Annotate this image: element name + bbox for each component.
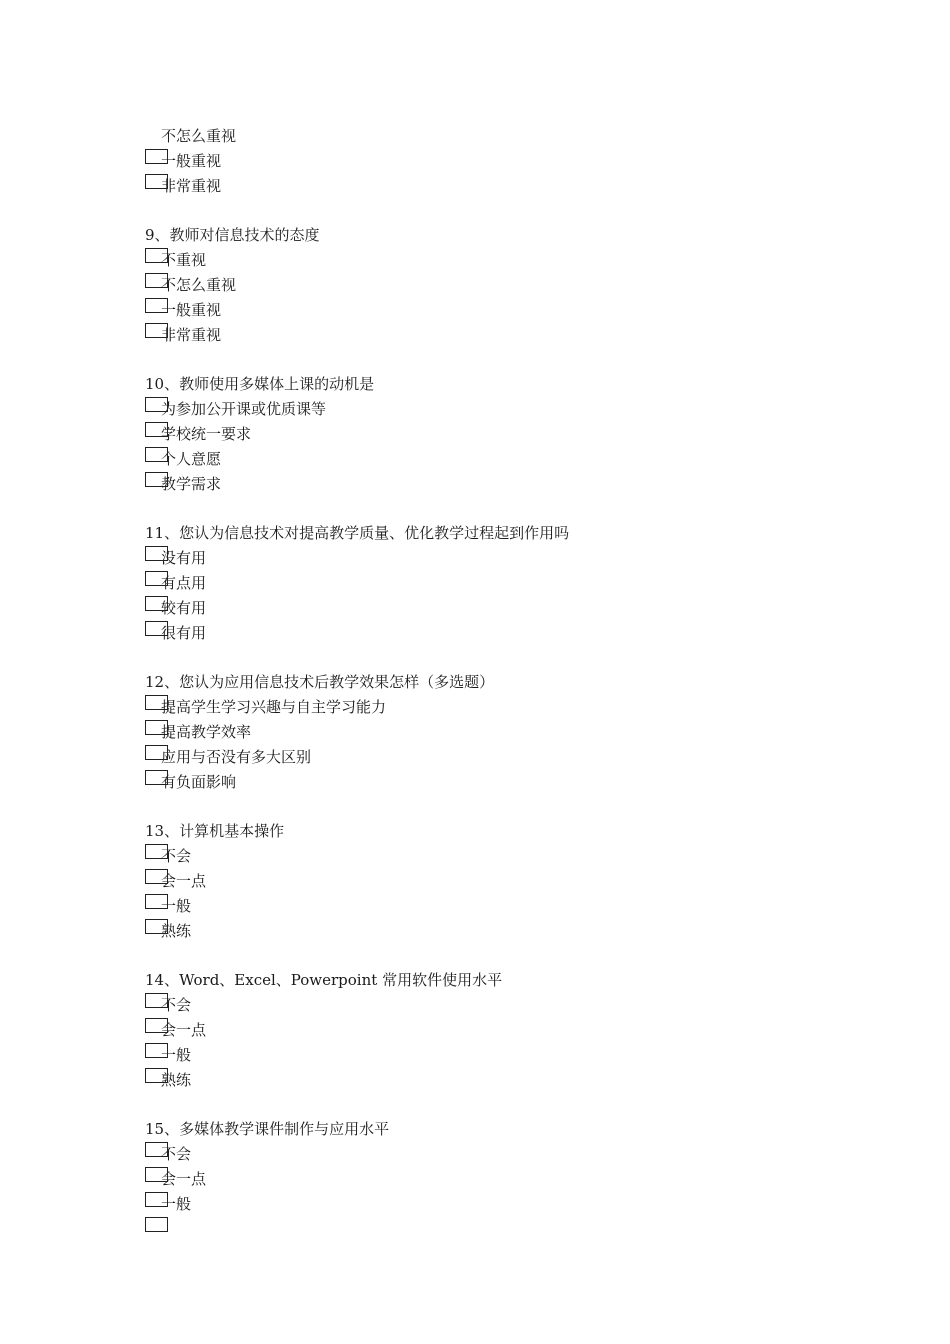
option-checkbox[interactable] [145,422,168,437]
question-title: 13、计算机基本操作 [145,822,285,840]
option-checkbox[interactable] [145,149,168,164]
option-label: 个人意愿 [161,450,222,468]
option-row [145,1018,865,1043]
option-checkbox[interactable] [145,1217,168,1232]
questionnaire [145,124,865,1242]
option-row [145,596,865,621]
option-checkbox[interactable] [145,298,168,313]
option-checkbox[interactable] [145,993,168,1008]
option-checkbox[interactable] [145,695,168,710]
option-label: 一般重视 [161,152,222,170]
option-label: 有负面影响 [161,773,237,791]
option-row [145,844,865,869]
option-label: 会一点 [161,1021,207,1039]
option-row [145,869,865,894]
spacer [145,795,865,819]
option-row [145,1192,865,1217]
option-label: 一般 [161,1046,192,1064]
question-title: 14、Word、Excel、Powerpoint 常用软件使用水平 [145,971,503,989]
option-row [145,1142,865,1167]
option-checkbox[interactable] [145,273,168,288]
option-label: 一般重视 [161,301,222,319]
question-12 [145,670,865,795]
option-label: 不会 [161,996,192,1014]
spacer [145,646,865,670]
option-checkbox[interactable] [145,447,168,462]
option-label: 很有用 [161,624,207,642]
option-label: 较有用 [161,599,207,617]
option-row [145,1217,865,1242]
option-row [145,323,865,348]
question-title: 9、教师对信息技术的态度 [145,226,320,244]
option-label: 不怎么重视 [161,127,237,145]
question-title: 15、多媒体教学课件制作与应用水平 [145,1120,390,1138]
option-label: 非常重视 [161,326,222,344]
option-row [145,745,865,770]
option-checkbox[interactable] [145,1142,168,1157]
question-13 [145,819,865,944]
option-checkbox[interactable] [145,1167,168,1182]
option-checkbox[interactable] [145,869,168,884]
option-checkbox[interactable] [145,745,168,760]
question-10 [145,372,865,497]
question-11 [145,521,865,646]
option-checkbox[interactable] [145,621,168,636]
option-label: 一般 [161,1195,192,1213]
option-label: 没有用 [161,549,207,567]
option-row [145,248,865,273]
option-row [145,472,865,497]
option-checkbox[interactable] [145,397,168,412]
option-checkbox[interactable] [145,546,168,561]
question-9 [145,223,865,348]
option-row [145,621,865,646]
spacer [145,1093,865,1117]
option-label: 非常重视 [161,177,222,195]
option-row [145,149,865,174]
option-checkbox[interactable] [145,174,168,189]
option-row [145,993,865,1018]
option-checkbox[interactable] [145,472,168,487]
option-label: 熟练 [161,922,192,940]
option-row [145,720,865,745]
option-label: 应用与否没有多大区别 [161,748,312,766]
option-row [145,894,865,919]
option-row [145,571,865,596]
option-row [145,124,865,149]
option-row [145,397,865,422]
question-title: 12、您认为应用信息技术后教学效果怎样（多选题） [145,673,495,691]
option-row [145,273,865,298]
option-row [145,1167,865,1192]
option-checkbox[interactable] [145,844,168,859]
option-label: 一般 [161,897,192,915]
question-8-continued [145,124,865,199]
option-checkbox[interactable] [145,596,168,611]
option-row [145,919,865,944]
option-label: 提高学生学习兴趣与自主学习能力 [161,698,387,716]
question-title: 11、您认为信息技术对提高教学质量、优化教学过程起到作用吗 [145,524,570,542]
question-15 [145,1117,865,1242]
spacer [145,497,865,521]
option-row [145,447,865,472]
option-label: 会一点 [161,1170,207,1188]
option-checkbox[interactable] [145,770,168,785]
option-checkbox[interactable] [145,1018,168,1033]
option-row [145,1068,865,1093]
spacer [145,944,865,968]
option-label: 提高教学效率 [161,723,252,741]
option-label: 学校统一要求 [161,425,252,443]
option-checkbox[interactable] [145,720,168,735]
option-label: 不会 [161,847,192,865]
question-14 [145,968,865,1093]
option-label: 不怎么重视 [161,276,237,294]
option-label: 不重视 [161,251,207,269]
option-checkbox[interactable] [145,1192,168,1207]
option-checkbox[interactable] [145,323,168,338]
option-checkbox[interactable] [145,1043,168,1058]
option-row [145,1043,865,1068]
option-row [145,546,865,571]
question-title: 10、教师使用多媒体上课的动机是 [145,375,375,393]
option-label: 会一点 [161,872,207,890]
spacer [145,199,865,223]
option-checkbox[interactable] [145,248,168,263]
option-checkbox[interactable] [145,1068,168,1083]
option-label: 为参加公开课或优质课等 [161,400,327,418]
option-label: 不会 [161,1145,192,1163]
option-label: 有点用 [161,574,207,592]
option-row [145,174,865,199]
option-row [145,422,865,447]
option-checkbox[interactable] [145,894,168,909]
option-label: 熟练 [161,1071,192,1089]
option-row [145,770,865,795]
option-label: 教学需求 [161,475,222,493]
option-checkbox[interactable] [145,571,168,586]
option-row [145,695,865,720]
option-checkbox[interactable] [145,919,168,934]
option-row [145,298,865,323]
spacer [145,348,865,372]
